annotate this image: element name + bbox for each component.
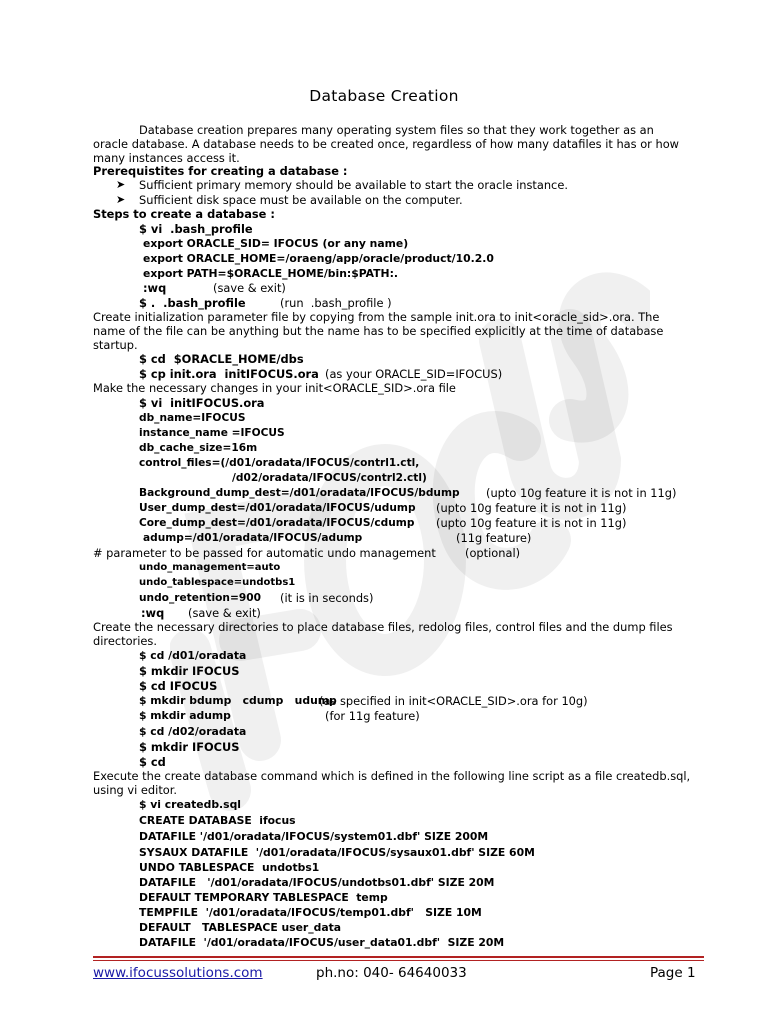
- command-note: (as specified in init<ORACLE_SID>.ora for 10g): [319, 694, 588, 708]
- paragraph-line: Make the necessary changes in your init<ORACLE_SID>.ora file: [93, 381, 456, 395]
- command-line: Core_dump_dest=/d01/oradata/IFOCUS/cdump: [139, 517, 415, 529]
- command-line: undo_management=auto: [139, 562, 281, 573]
- sql-line: CREATE DATABASE ifocus: [139, 814, 296, 827]
- command-line: db_cache_size=16m: [139, 442, 258, 454]
- sql-line: SYSAUX DATAFILE '/d01/oradata/IFOCUS/sysaux01.dbf' SIZE 60M: [139, 846, 535, 859]
- footer-rule: [93, 956, 704, 958]
- paragraph-line: name of the file can be anything but the name has to be specified explicitly at the time of database: [93, 324, 664, 338]
- command-line: User_dump_dest=/d01/oradata/IFOCUS/udump: [139, 502, 416, 514]
- page-number: Page 1: [650, 965, 696, 981]
- arrow-bullet-icon: ➤: [116, 178, 126, 191]
- command-line: export PATH=$ORACLE_HOME/bin:$PATH:.: [143, 267, 398, 280]
- command-line: $ vi .bash_profile: [139, 222, 253, 236]
- sql-line: TEMPFILE '/d01/oradata/IFOCUS/temp01.dbf' SIZE 10M: [139, 906, 482, 919]
- command-line: control_files=(/d01/oradata/IFOCUS/contrl1.ctl,: [139, 457, 420, 469]
- command-note: (save & exit): [213, 281, 286, 295]
- website-link[interactable]: www.ifocussolutions.com: [93, 965, 263, 981]
- intro-line: Database creation prepares many operating system files so that they work together as an: [139, 123, 654, 137]
- intro-line: many instances access it.: [93, 151, 240, 165]
- command-line: undo_tablespace=undotbs1: [139, 577, 296, 588]
- steps-heading: Steps to create a database :: [93, 207, 275, 221]
- command-line: $ cd IFOCUS: [139, 679, 218, 693]
- sql-line: DEFAULT TABLESPACE user_data: [139, 921, 342, 934]
- command-note: (11g feature): [456, 531, 532, 545]
- arrow-bullet-icon: ➤: [116, 193, 126, 206]
- command-line: $ cd /d02/oradata: [139, 725, 247, 738]
- command-line: $ mkdir bdump cdump udump: [139, 694, 337, 707]
- command-line: $ cd $ORACLE_HOME/dbs: [139, 352, 304, 366]
- paragraph-line: # parameter to be passed for automatic undo management: [93, 546, 436, 560]
- footer-rule: [93, 960, 704, 961]
- paragraph-line: Create initialization parameter file by copying from the sample init.ora to init<oracle_sid>.ora. The: [93, 310, 660, 324]
- command-line: adump=/d01/oradata/IFOCUS/adump: [143, 532, 363, 544]
- footer-phone: ph.no: 040- 64640033: [316, 965, 467, 981]
- command-line: :wq: [141, 606, 165, 620]
- paragraph-line: Create the necessary directories to place database files, redolog files, control files and the dump files: [93, 620, 673, 634]
- sql-line: DATAFILE '/d01/oradata/IFOCUS/system01.dbf' SIZE 200M: [139, 830, 489, 843]
- command-note: (upto 10g feature it is not in 11g): [436, 501, 627, 515]
- command-line: $ cd /d01/oradata: [139, 649, 247, 662]
- command-line: $ vi initIFOCUS.ora: [139, 396, 265, 410]
- command-line: db_name=IFOCUS: [139, 412, 246, 424]
- sql-line: DEFAULT TEMPORARY TABLESPACE temp: [139, 891, 388, 904]
- command-note: (save & exit): [188, 606, 261, 620]
- command-line: $ mkdir IFOCUS: [139, 740, 240, 754]
- page-title: Database Creation: [309, 87, 459, 105]
- sql-line: DATAFILE '/d01/oradata/IFOCUS/undotbs01.dbf' SIZE 20M: [139, 876, 495, 889]
- paragraph-line: startup.: [93, 338, 138, 352]
- command-line: $ mkdir IFOCUS: [139, 664, 240, 678]
- command-line: $ cp init.ora initIFOCUS.ora: [139, 367, 319, 381]
- sql-line: DATAFILE '/d01/oradata/IFOCUS/user_data01.dbf' SIZE 20M: [139, 936, 505, 949]
- command-line: export ORACLE_SID= IFOCUS (or any name): [143, 237, 409, 250]
- paragraph-line: directories.: [93, 634, 157, 648]
- command-line: undo_retention=900: [139, 592, 261, 604]
- command-line: $ mkdir adump: [139, 709, 231, 722]
- command-note: (as your ORACLE_SID=IFOCUS): [325, 367, 503, 381]
- intro-line: oracle database. A database needs to be created once, regardless of how many datafiles it has or how: [93, 137, 679, 151]
- sql-line: UNDO TABLESPACE undotbs1: [139, 861, 320, 874]
- command-line: $ vi createdb.sql: [139, 798, 242, 811]
- prereq-item: Sufficient primary memory should be available to start the oracle instance.: [139, 178, 568, 192]
- paragraph-line: using vi editor.: [93, 783, 178, 797]
- command-note: (it is in seconds): [280, 591, 374, 605]
- command-line: $ . .bash_profile: [139, 296, 246, 310]
- command-note: (upto 10g feature it is not in 11g): [436, 516, 627, 530]
- command-note: (for 11g feature): [325, 709, 420, 723]
- command-line: Background_dump_dest=/d01/oradata/IFOCUS/bdump: [139, 487, 460, 499]
- command-note: (optional): [465, 546, 521, 560]
- command-line: /d02/oradata/IFOCUS/contrl2.ctl): [232, 472, 427, 484]
- command-note: (upto 10g feature it is not in 11g): [486, 486, 677, 500]
- paragraph-line: Execute the create database command which is defined in the following line script as a file createdb.sql,: [93, 769, 691, 783]
- prereq-item: Sufficient disk space must be available on the computer.: [139, 193, 463, 207]
- command-note: (run .bash_profile ): [280, 296, 392, 310]
- command-line: export ORACLE_HOME=/oraeng/app/oracle/product/10.2.0: [143, 252, 494, 265]
- command-line: :wq: [143, 281, 167, 295]
- prereq-heading: Prerequistites for creating a database :: [93, 164, 348, 178]
- command-line: $ cd: [139, 755, 166, 769]
- command-line: instance_name =IFOCUS: [139, 427, 285, 439]
